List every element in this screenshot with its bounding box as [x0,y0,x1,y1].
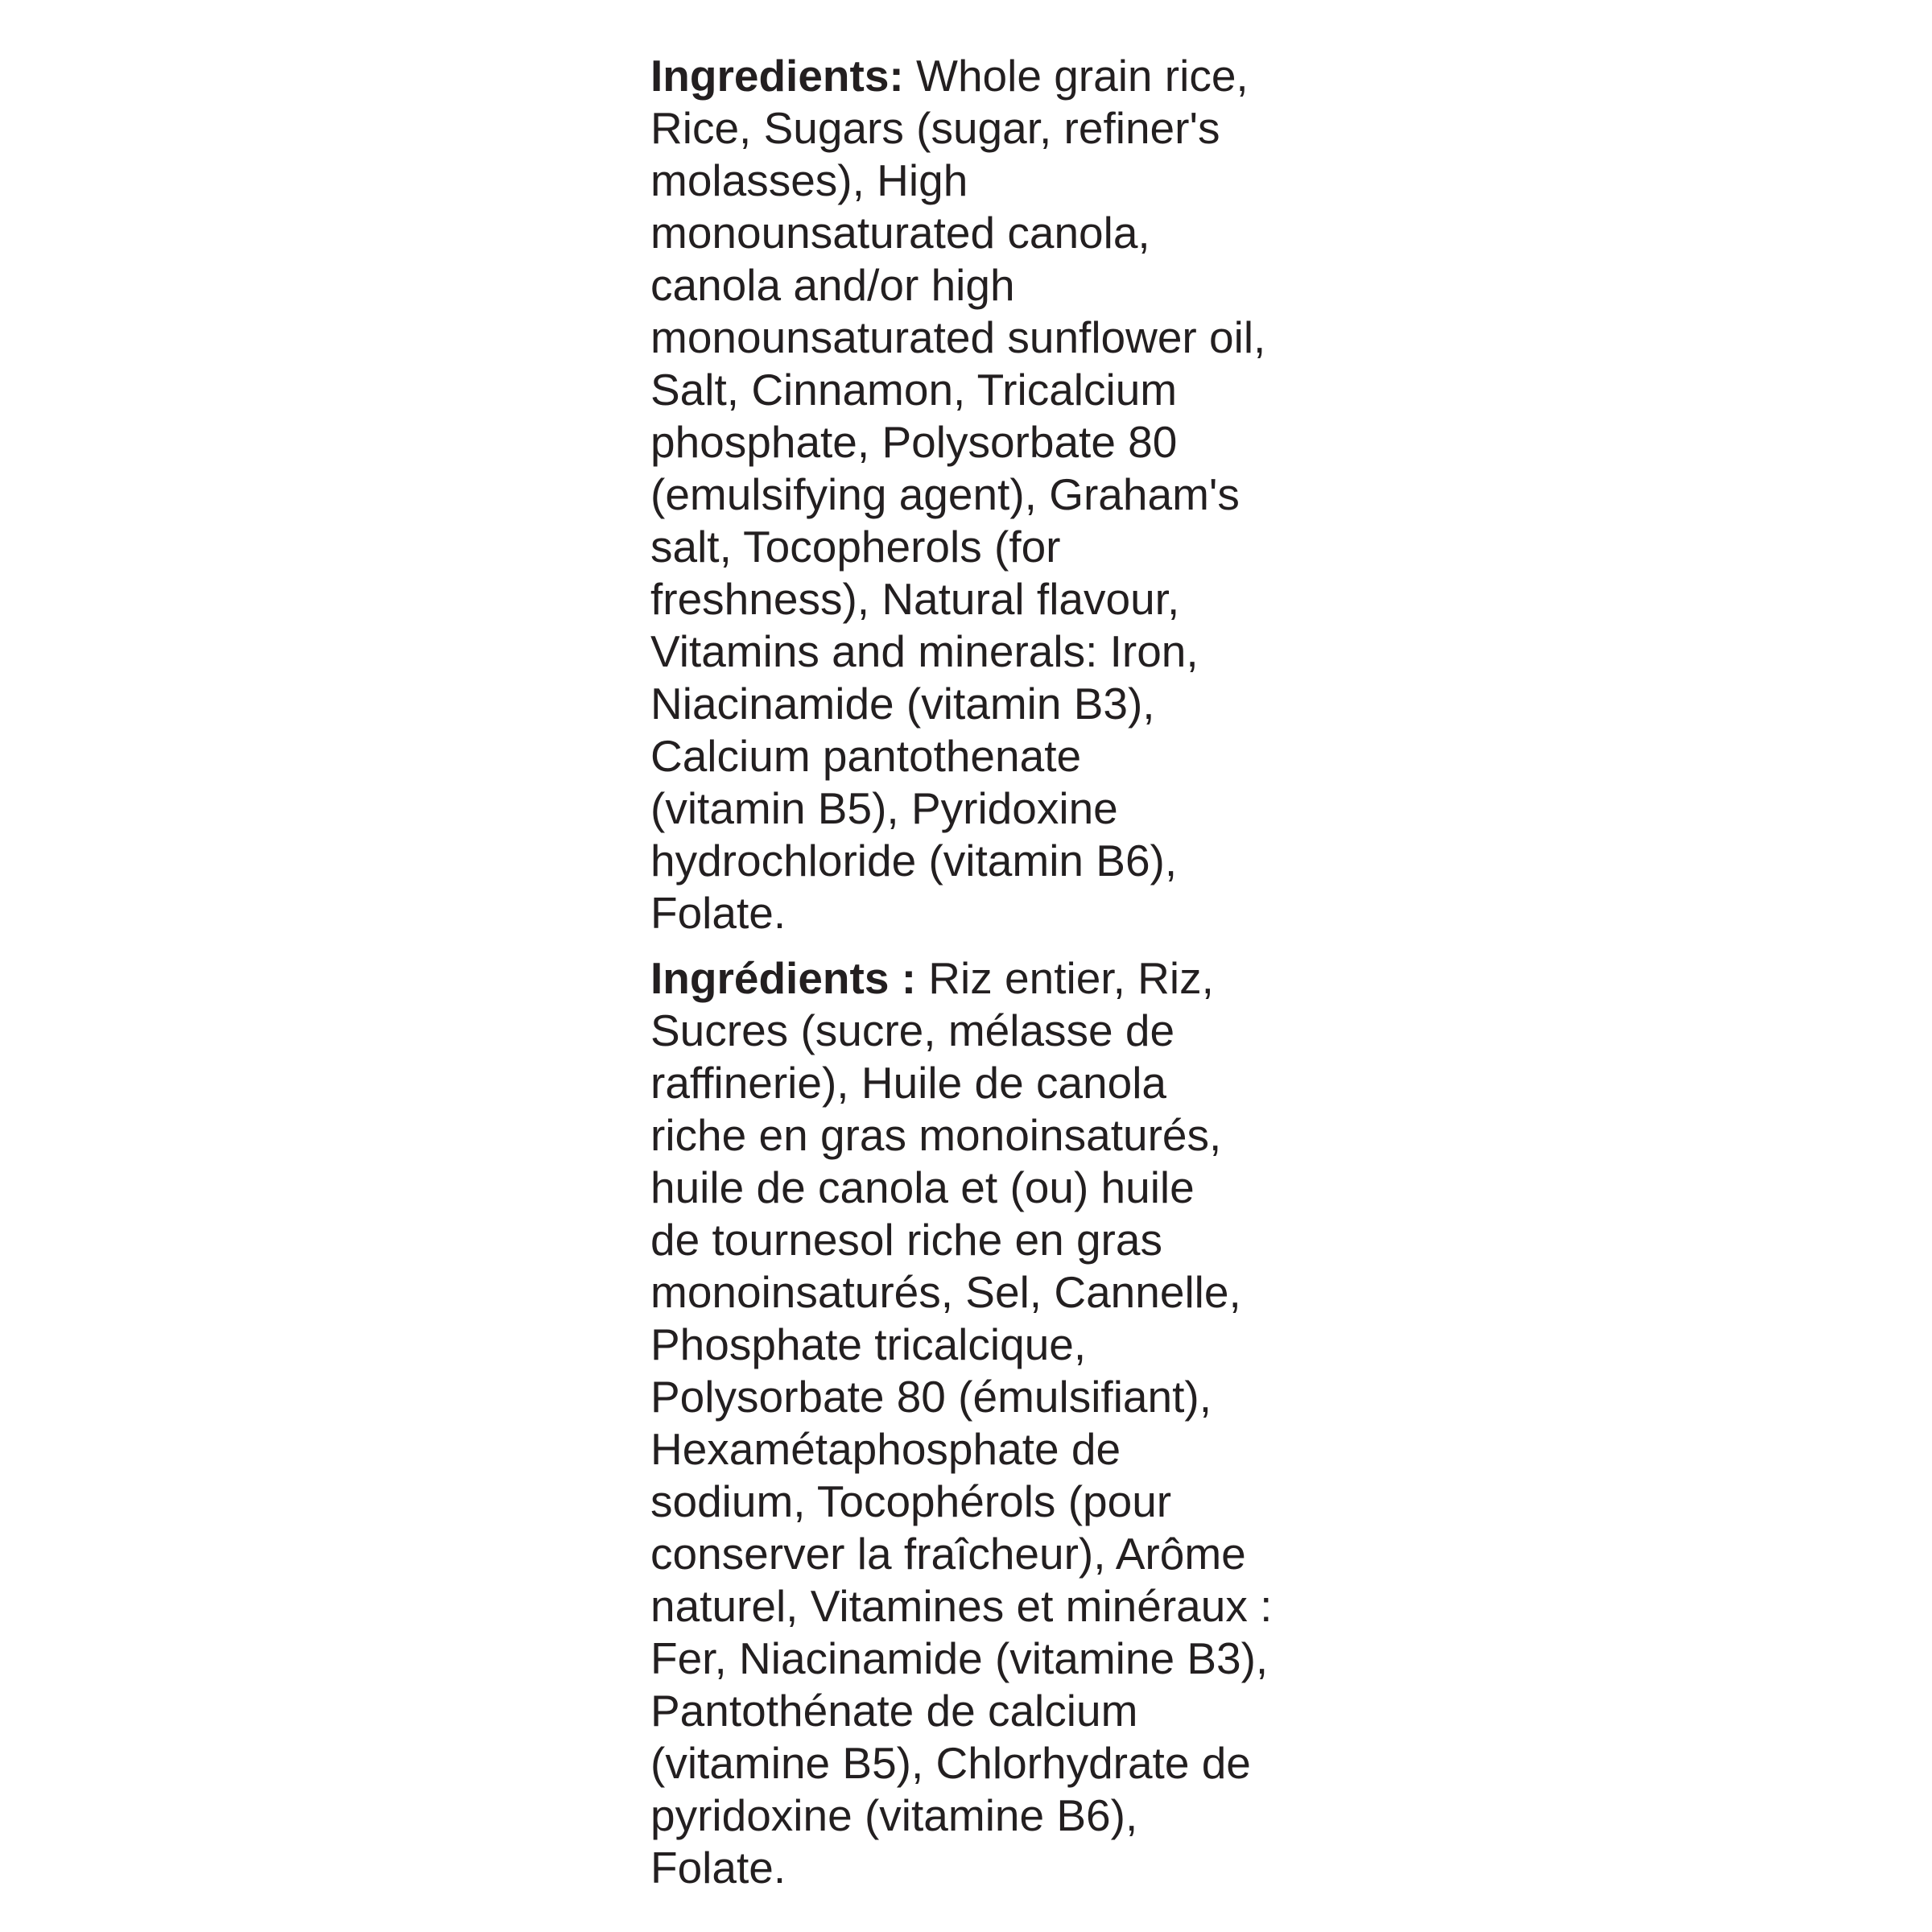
ingredients-line: molasses), High [650,155,968,205]
ingredients-panel [650,50,1311,1894]
ingredients-line: freshness), Natural flavour, [650,574,1180,624]
ingredients-line: Niacinamide (vitamin B3), [650,679,1155,729]
ingredients-line: riche en gras monoinsaturés, [650,1110,1222,1160]
ingredients-line: canola and/or high [650,260,1015,310]
ingredients-line: pyridoxine (vitamine B6), [650,1790,1138,1840]
ingredients-line [650,952,1311,1005]
ingredients-english [650,50,1311,939]
ingredients-line: sodium, Tocophérols (pour [650,1476,1172,1526]
ingredients-line: (vitamin B5), Pyridoxine [650,783,1118,833]
ingredients-label-english: Ingredients: [650,51,904,101]
ingredients-text: Whole grain rice, [903,51,1249,101]
ingredients-line: (vitamine B5), Chlorhydrate de [650,1738,1251,1788]
ingredients-line: Salt, Cinnamon, Tricalcium [650,365,1178,415]
ingredients-line: phosphate, Polysorbate 80 [650,417,1178,467]
ingredients-line: Folate. [650,1843,786,1893]
ingredients-line: Calcium pantothenate [650,731,1082,781]
ingredients-line: monounsaturated sunflower oil, [650,312,1266,362]
ingredients-line: hydrochloride (vitamin B6), [650,836,1178,886]
ingredients-line: Polysorbate 80 (émulsifiant), [650,1372,1212,1422]
ingredients-line: Vitamins and minerals: Iron, [650,626,1199,676]
ingredients-line: monoinsaturés, Sel, Cannelle, [650,1267,1241,1317]
ingredients-line: monounsaturated canola, [650,208,1150,258]
ingredients-line: (emulsifying agent), Graham's [650,469,1240,519]
ingredients-text: Riz entier, Riz, [916,953,1214,1003]
ingredients-line: Sucres (sucre, mélasse de [650,1005,1175,1055]
ingredients-french [650,952,1311,1894]
ingredients-line: Folate. [650,888,786,938]
ingredients-line: conserver la fraîcheur), Arôme [650,1529,1246,1579]
ingredients-line: salt, Tocopherols (for [650,522,1061,572]
ingredients-line: Rice, Sugars (sugar, refiner's [650,103,1220,153]
ingredients-line: Hexamétaphosphate de [650,1424,1121,1474]
ingredients-line: Pantothénate de calcium [650,1686,1138,1736]
ingredients-label-french: Ingrédients : [650,953,917,1003]
ingredients-line: raffinerie), Huile de canola [650,1058,1167,1108]
ingredients-line: naturel, Vitamines et minéraux : [650,1581,1273,1631]
ingredients-line: huile de canola et (ou) huile [650,1162,1195,1212]
ingredients-line [650,50,1311,102]
ingredients-line: Phosphate tricalcique, [650,1319,1087,1369]
ingredients-line: Fer, Niacinamide (vitamine B3), [650,1633,1269,1683]
ingredients-line: de tournesol riche en gras [650,1215,1162,1265]
